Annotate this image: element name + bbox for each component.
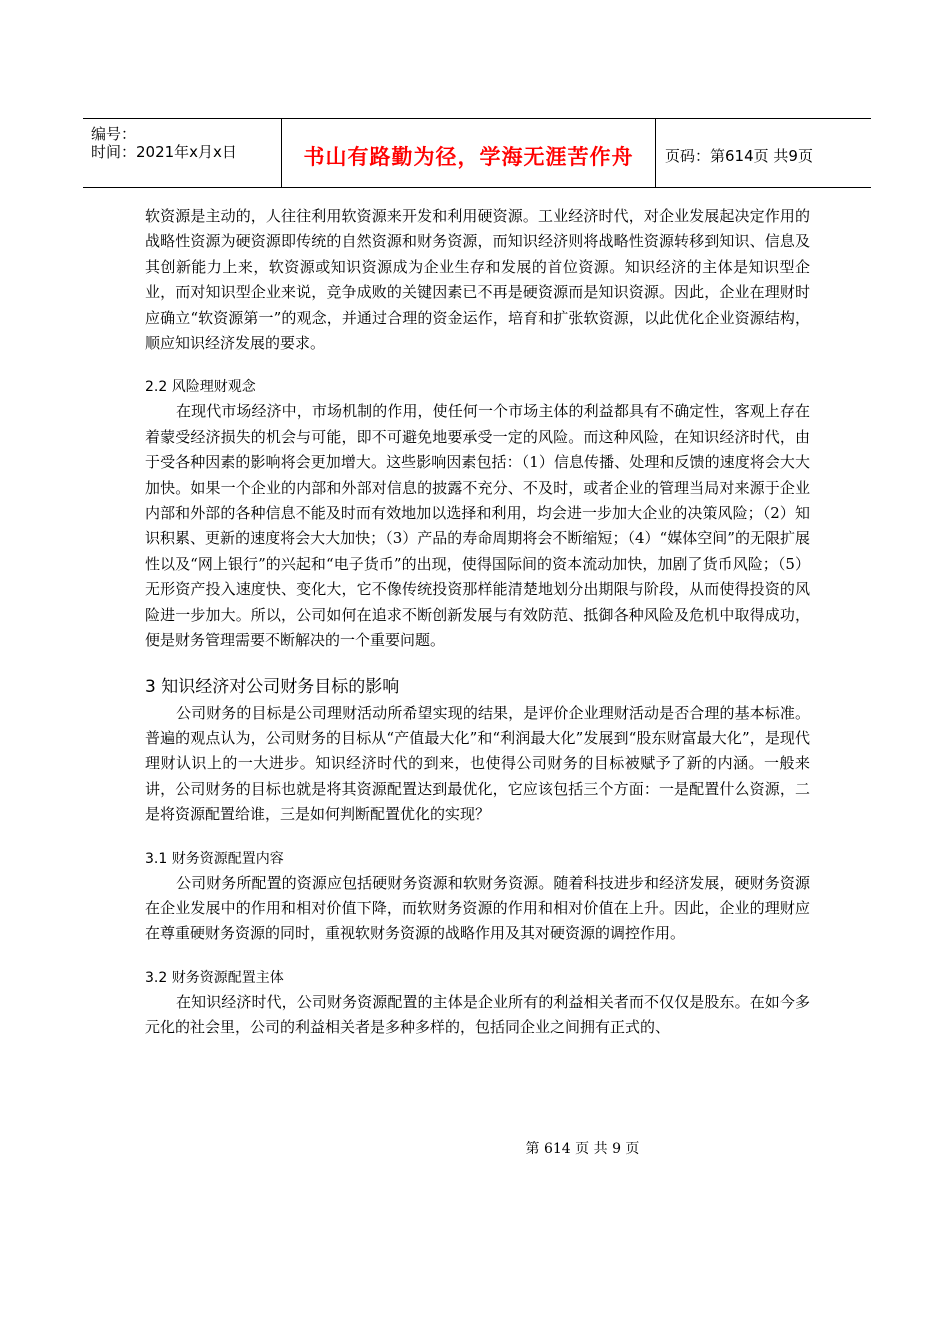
- document-number-label: 编号：: [91, 125, 137, 143]
- paragraph-finance-goal: 公司财务的目标是公司理财活动所希望实现的结果，是评价企业理财活动是否合理的基本标准。普遍的观点认为，公司财务的目标从“产值最大化”和“利润最大化”发展到“股东财富最大化”，是现代理财认识上的一大进步。知识经济时代的到来，也使得公司财务的目标被赋予了新的内涵。一般来讲，公司财务的目标也就是将其资源配置达到最优化，它应该包括三个方面：一是配置什么资源，二是将资源配置给谁，三是如何判断配置优化的实现？: [145, 703, 810, 824]
- section-heading-3-1: 3.1 财务资源配置内容: [145, 850, 284, 867]
- document-body: [145, 204, 810, 1041]
- header-meta-cell: [83, 119, 281, 187]
- section-heading-3-2: 3.2 财务资源配置主体: [145, 969, 284, 986]
- document-time-label: 时间：2021年x月x日: [91, 143, 237, 161]
- paragraph-resource-content: 公司财务所配置的资源应包括硬财务资源和软财务资源。随着科技进步和经济发展，硬财务资源在企业发展中的作用和相对价值下降，而软财务资源的作用和相对价值在上升。因此，企业的理财应在尊重硬财务资源的同时，重视软财务资源的战略作用及其对硬资源的调控作用。: [145, 873, 810, 943]
- header-motto: 书山有路勤为径，学海无涯苦作舟: [303, 145, 634, 169]
- header-page-code: 页码：第614页 共9页: [665, 147, 813, 165]
- page-header: [83, 118, 871, 188]
- paragraph-risk-finance: 在现代市场经济中，市场机制的作用，使任何一个市场主体的利益都具有不确定性，客观上存在着蒙受经济损失的机会与可能，即不可避免地要承受一定的风险。而这种风险，在知识经济时代，由于受各种因素的影响将会更加增大。这些影响因素包括：（1）信息传播、处理和反馈的速度将会大大加快。如果一个企业的内部和外部对信息的披露不充分、不及时，或者企业的管理当局对来源于企业内部和外部的各种信息不能及时而有效地加以选择和利用，均会进一步加大企业的决策风险；（2）知识积累、更新的速度将会大大加快；（3）产品的寿命周期将会不断缩短；（4）“媒体空间”的无限扩展性以及“网上银行”的兴起和“电子货币”的出现，使得国际间的资本流动加快，加剧了货币风险；（5）无形资产投入速度快、变化大，它不像传统投资那样能清楚地划分出期限与阶段，从而使得投资的风险进一步加大。所以，公司如何在追求不断创新发展与有效防范、抵御各种风险及危机中取得成功，便是财务管理需要不断解决的一个重要问题。: [145, 402, 810, 650]
- section-heading-3: 3 知识经济对公司财务目标的影响: [145, 676, 400, 697]
- header-page-cell: [655, 119, 871, 187]
- paragraph-resource-subject: 在知识经济时代，公司财务资源配置的主体是企业所有的利益相关者而不仅仅是股东。在如今多元化的社会里，公司的利益相关者是多种多样的，包括同企业之间拥有正式的、: [145, 992, 810, 1037]
- paragraph-soft-resources: 软资源是主动的，人往往利用软资源来开发和利用硬资源。工业经济时代，对企业发展起决定作用的战略性资源为硬资源即传统的自然资源和财务资源，而知识经济则将战略性资源转移到知识、信息及其创新能力上来，软资源或知识资源成为企业生存和发展的首位资源。知识经济的主体是知识型企业，而对知识型企业来说，竞争成败的关键因素已不再是硬资源而是知识资源。因此，企业在理财时应确立“软资源第一”的观念，并通过合理的资金运作，培育和扩张软资源，以此优化企业资源结构，顺应知识经济发展的要求。: [145, 207, 810, 353]
- header-motto-cell: [281, 119, 656, 187]
- section-heading-2-2: 2.2 风险理财观念: [145, 379, 256, 396]
- page-footer: 第 614 页 共 9 页: [525, 1141, 640, 1157]
